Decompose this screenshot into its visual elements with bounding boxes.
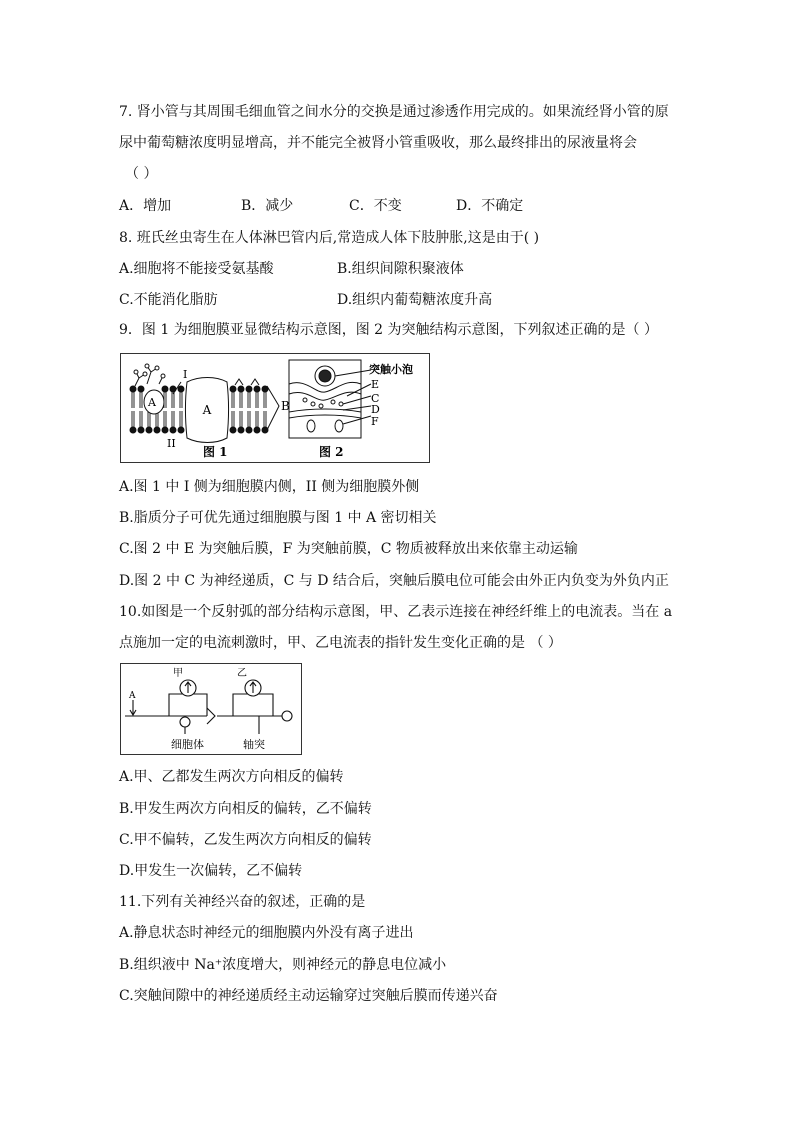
q11-option-b[interactable]: B.组织液中 Na⁺浓度增大，则神经元的静息电位减小 [119,957,447,973]
q8-option-a[interactable]: A.细胞将不能接受氨基酸 [119,261,274,277]
q10-label-soma: 细胞体 [171,738,204,751]
q10-reflex-arc-diagram [125,680,292,734]
fig1-label-b: B [281,399,290,413]
q7-option-d[interactable]: D．不确定 [456,198,524,214]
q11-option-a[interactable]: A.静息状态时神经元的细胞膜内外没有离子进出 [119,925,414,941]
fig1-label-i: I [183,368,188,381]
q10-label-yi: 乙 [237,668,247,679]
q7-options [119,196,523,216]
q9-option-b[interactable]: B.脂质分子可优先通过细胞膜与图 1 中 A 密切相关 [119,510,437,526]
q7-option-c[interactable]: C．不变 [349,198,402,214]
q7-stem-line1: 7. 肾小管与其周围毛细血管之间水分的交换是通过渗透作用完成的。如果流经肾小管的原 [119,104,669,120]
q7-answer-paren: （ ） [125,166,158,182]
q11-option-c[interactable]: C.突触间隙中的神经递质经主动运输穿过突触后膜而传递兴奋 [119,988,498,1004]
q10-option-d[interactable]: D.甲发生一次偏转，乙不偏转 [119,863,303,879]
q11-stem: 11.下列有关神经兴奋的叙述，正确的是 [119,894,366,910]
q9-option-a[interactable]: A.图 1 中 I 侧为细胞膜内侧，II 侧为细胞膜外侧 [119,479,420,495]
q10-stem-line1: 10.如图是一个反射弧的部分结构示意图，甲、乙表示连接在神经纤维上的电流表。当在 a [119,604,673,620]
fig1-label-a-protein: A [202,403,212,417]
q9-figure-svg [121,354,429,462]
q9-option-d[interactable]: D.图 2 中 C 为神经递质，C 与 D 结合后，突触后膜电位可能会由外正内负变为外负内正 [119,573,669,589]
q9-stem: 9．图 1 为细胞膜亚显微结构示意图，图 2 为突触结构示意图，下列叙述正确的是（ ） [119,322,658,338]
q10-option-c[interactable]: C.甲不偏转，乙发生两次方向相反的偏转 [119,832,372,848]
q8-option-b[interactable]: B.组织间隙积聚液体 [337,261,464,277]
fig2-label-f: F [371,415,379,428]
fig2-label-d: D [371,403,380,416]
q10-option-b[interactable]: B.甲发生两次方向相反的偏转，乙不偏转 [119,801,372,817]
fig2-label-vesicle: 突触小泡 [369,363,413,376]
q7-stem-line2: 尿中葡萄糖浓度明显增高，并不能完全被肾小管重吸收，那么最终排出的尿液量将会 [119,135,637,151]
fig2-caption: 图 2 [319,445,344,459]
fig2-label-c: C [371,392,380,405]
fig2-synapse-diagram [289,360,371,438]
fig1-label-ii: II [167,437,176,450]
q9-figure [120,353,430,463]
q10-label-jia: 甲 [173,668,183,679]
q9-option-c[interactable]: C.图 2 中 E 为突触后膜，F 为突触前膜，C 物质被释放出来依靠主动运输 [119,541,578,557]
q10-label-axon: 轴突 [243,738,265,751]
q10-option-a[interactable]: A.甲、乙都发生两次方向相反的偏转 [119,769,344,785]
q10-label-a: A [129,691,136,701]
q8-option-d[interactable]: D.组织内葡萄糖浓度升高 [337,292,493,308]
fig2-label-e: E [371,378,380,391]
q10-figure-svg [121,664,301,754]
q8-option-c[interactable]: C.不能消化脂肪 [119,292,218,308]
q7-option-a[interactable]: A．增加 [119,198,172,214]
q10-stem-line2: 点施加一定的电流刺激时，甲、乙电流表的指针发生变化正确的是 （ ） [119,635,562,651]
q10-figure [120,663,302,755]
fig1-caption: 图 1 [203,445,228,459]
fig1-label-a-circle: A [148,396,156,409]
q8-stem: 8. 班氏丝虫寄生在人体淋巴管内后,常造成人体下肢肿胀,这是由于( ) [119,230,540,246]
q7-option-b[interactable]: B．减少 [241,198,294,214]
